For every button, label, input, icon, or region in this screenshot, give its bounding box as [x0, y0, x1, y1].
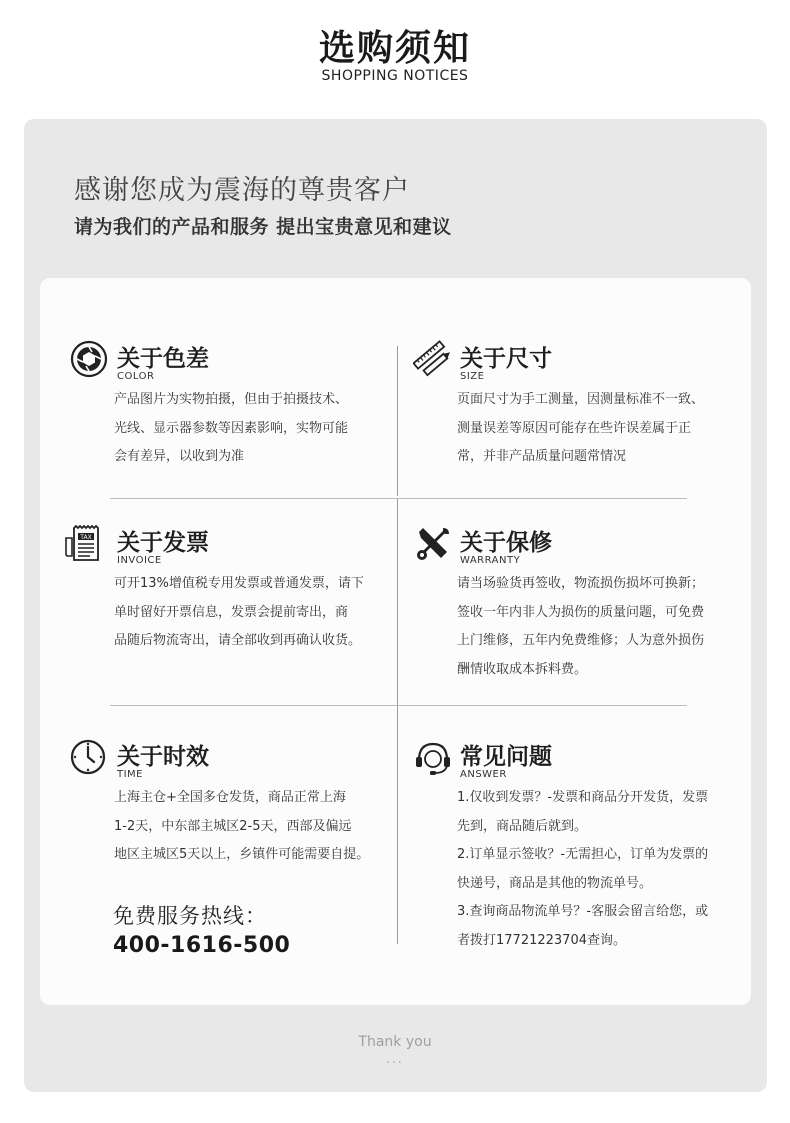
section-subtitle: TIME: [117, 769, 144, 780]
section-body: [114, 386, 404, 472]
body-line: 签收一年内非人为损伤的质量问题，可免费: [457, 604, 705, 620]
headset-icon: [413, 738, 453, 778]
pencil-ruler-icon: [413, 340, 453, 380]
section-title: 关于时效: [117, 744, 209, 770]
section-title: 关于发票: [117, 530, 209, 556]
tax-receipt-icon: [64, 524, 104, 564]
section-title: 关于保修: [460, 530, 552, 556]
body-line: 单时留好开票信息，发票会提前寄出，商: [114, 604, 349, 620]
section-body: [114, 570, 404, 656]
body-line: 页面尺寸为手工测量，因测量标准不一致、: [457, 392, 705, 407]
section-subtitle: ANSWER: [460, 769, 507, 780]
body-line: 2.订单显示签收？-无需担心，订单为发票的: [457, 847, 709, 862]
section-subtitle: WARRANTY: [460, 555, 521, 566]
section-body: [457, 570, 747, 684]
svg-text:TAX: TAX: [80, 534, 92, 541]
feedback-request-text: 请为我们的产品和服务 提出宝贵意见和建议: [74, 216, 452, 238]
body-line: 酬情收取成本拆料费。: [457, 661, 588, 677]
page-title: 选购须知: [318, 28, 471, 69]
body-line: 品随后物流寄出，请全部收到再确认收货。: [114, 633, 362, 648]
thank-you-text: Thank you: [358, 1034, 432, 1050]
body-line: 先到，商品随后就到。: [457, 818, 588, 834]
body-line: 会有差异，以收到为准: [114, 449, 245, 464]
section-body: [114, 784, 404, 870]
body-line: 地区主城区5天以上，乡镇件可能需要自提。: [114, 847, 370, 862]
body-line: 光线、显示器参数等因素影响，实物可能: [114, 420, 349, 436]
row-divider: [110, 705, 687, 706]
body-line: 常，并非产品质量问题常情况: [457, 449, 627, 464]
hotline-number: 400-1616-500: [113, 933, 291, 958]
ellipsis-dots: ...: [386, 1052, 404, 1066]
clock-icon: [70, 738, 110, 778]
page-subtitle: SHOPPING NOTICES: [321, 68, 469, 84]
body-line: 1.仅收到发票？-发票和商品分开发货，发票: [457, 790, 709, 805]
body-line: 上海主仓+全国多仓发货，商品正常上海: [114, 790, 346, 805]
wrench-screwdriver-icon: [413, 524, 453, 564]
body-line: 上门维修，五年内免费维修；人为意外损伤: [457, 633, 705, 648]
body-line: 请当场验货再签收，物流损伤损坏可换新；: [457, 576, 705, 591]
section-subtitle: SIZE: [460, 371, 485, 382]
welcome-text: 感谢您成为震海的尊贵客户: [74, 175, 410, 206]
section-body: [457, 386, 747, 472]
section-title: 关于色差: [117, 346, 209, 372]
hotline-label: 免费服务热线：: [113, 904, 267, 928]
section-title: 关于尺寸: [460, 346, 552, 372]
body-line: 产品图片为实物拍摄，但由于拍摄技术、: [114, 392, 349, 407]
body-line: 快递号，商品是其他的物流单号。: [457, 875, 653, 891]
body-line: 测量误差等原因可能存在些许误差属于正: [457, 420, 692, 436]
section-title: 常见问题: [460, 744, 552, 770]
body-line: 1-2天，中东部主城区2-5天，西部及偏远: [114, 818, 352, 834]
body-line: 可开13%增值税专用发票或普通发票，请下: [114, 576, 364, 591]
section-body: [457, 784, 747, 955]
row-divider: [110, 498, 687, 499]
aperture-icon: [70, 340, 110, 380]
body-line: 者拨打17721223704查询。: [457, 932, 626, 948]
section-subtitle: INVOICE: [117, 555, 162, 566]
body-line: 3.查询商品物流单号？-客服会留言给您，或: [457, 904, 709, 919]
section-subtitle: COLOR: [117, 371, 155, 382]
